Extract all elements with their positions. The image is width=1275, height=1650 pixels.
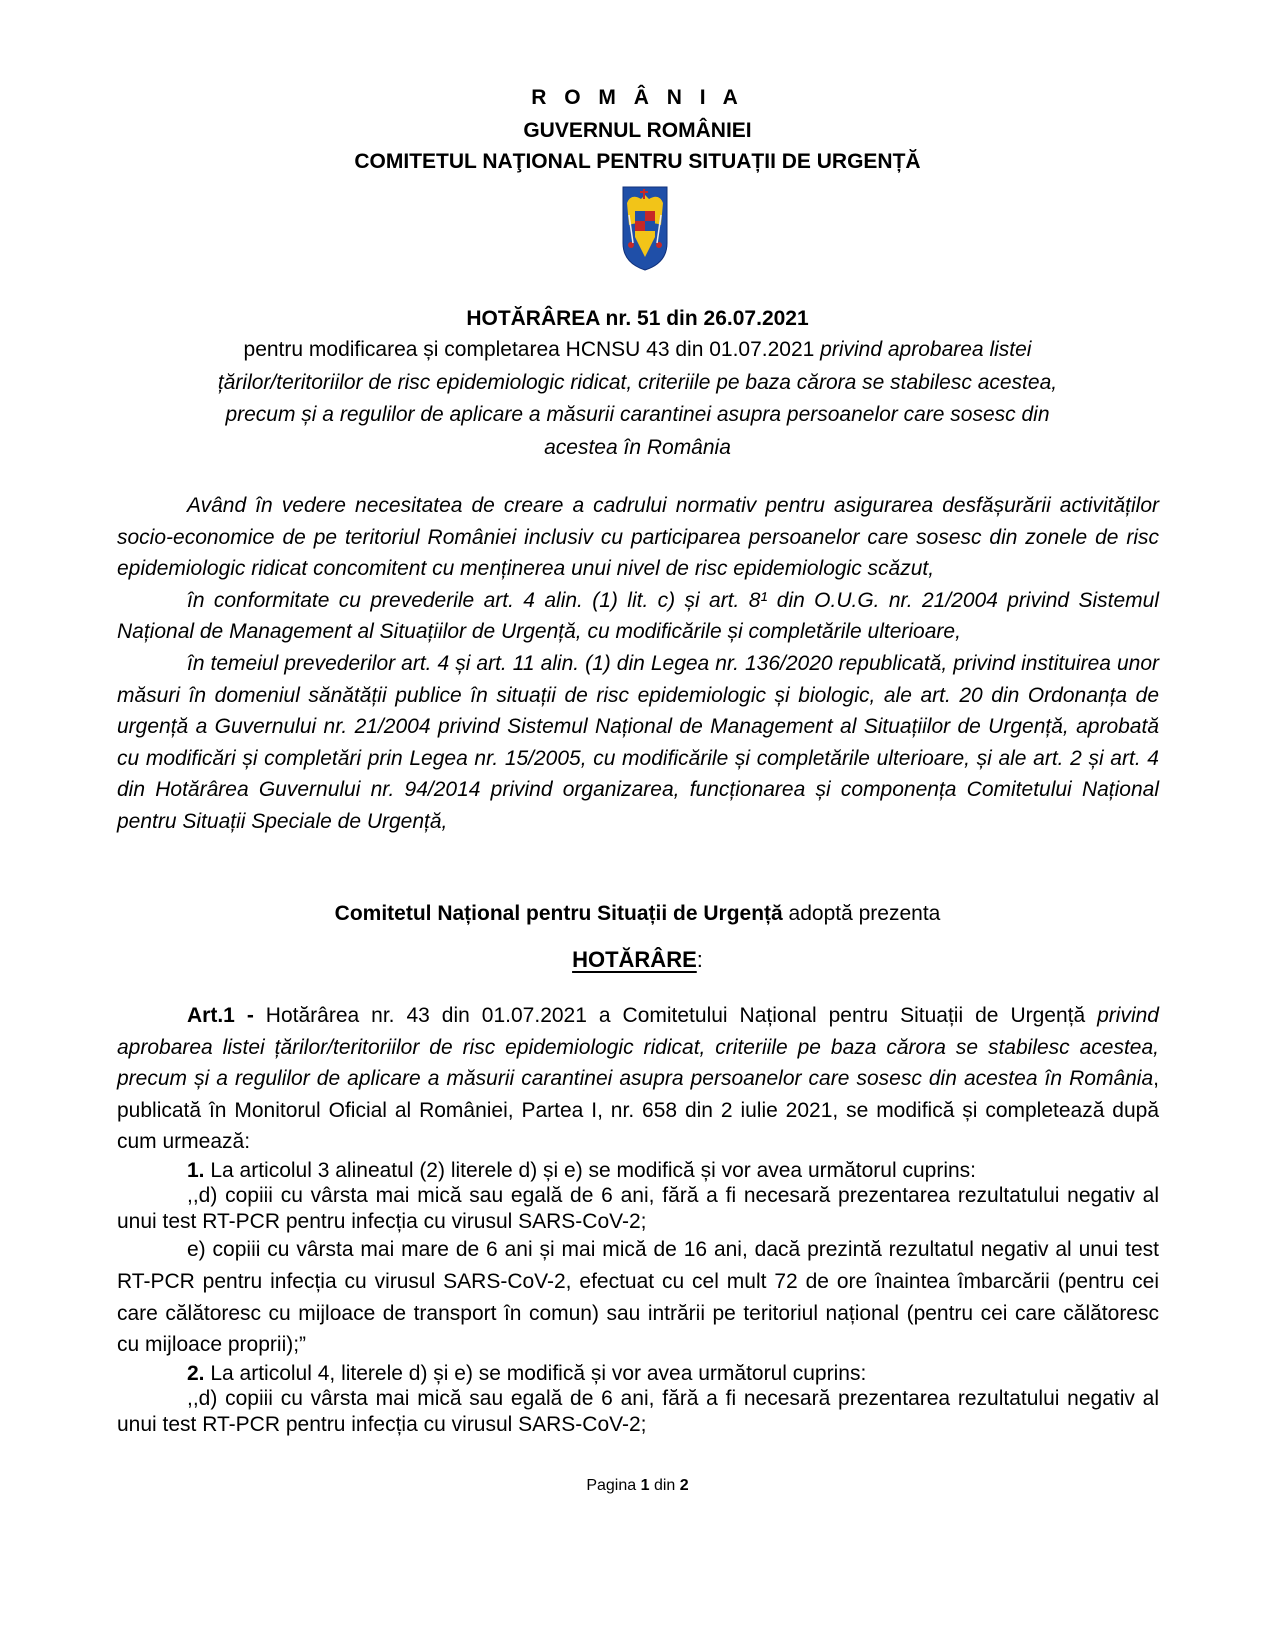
adoption-statement bbox=[0, 898, 1275, 929]
point-1 bbox=[117, 1158, 1159, 1184]
page-footer bbox=[0, 1475, 1275, 1497]
subtitle-plain: pentru modificarea și completarea HCNSU 43 din 01.07.2021 bbox=[243, 338, 821, 361]
decision-title: HOTĂRÂREA nr. 51 din 26.07.2021 bbox=[466, 307, 809, 330]
decision-heading-colon: : bbox=[696, 947, 703, 972]
point-1-item-d: ,,d) copiii cu vârsta mai mică sau egală de 6 ani, fără a fi necesară prezentarea rezultatului negativ al unui test RT-PCR pentru infecția cu virusul SARS-CoV-2; bbox=[117, 1184, 1159, 1233]
article-1 bbox=[117, 1000, 1159, 1437]
article-1-intro bbox=[117, 1000, 1159, 1158]
header-committee: COMITETUL NAŢIONAL PENTRU SITUAȚII DE URGENȚĂ bbox=[354, 150, 921, 173]
point-text: La articolul 3 alineatul (2) literele d) și e) se modifică și vor avea următorul cuprins: bbox=[204, 1158, 977, 1182]
header-government: GUVERNUL ROMÂNIEI bbox=[523, 119, 752, 142]
footer-current-page: 1 bbox=[640, 1477, 650, 1494]
romania-coat-of-arms-icon bbox=[621, 185, 669, 271]
decision-heading bbox=[0, 944, 1275, 976]
footer-prefix: Pagina bbox=[586, 1477, 641, 1494]
point-2 bbox=[117, 1361, 1159, 1387]
point-2-item-d: ,,d) copiii cu vârsta mai mică sau egală de 6 ani, fără a fi necesară prezentarea rezultatului negativ al unui test RT-PCR pentru infecția cu virusul SARS-CoV-2; bbox=[117, 1387, 1159, 1436]
article-label: Art.1 - bbox=[187, 1004, 266, 1027]
point-text: La articolul 4, literele d) și e) se modifică și vor avea următorul cuprins: bbox=[204, 1361, 867, 1385]
header-country: R O M Â N I A bbox=[531, 86, 744, 109]
decision-subtitle bbox=[190, 334, 1085, 464]
preamble-paragraph: în conformitate cu prevederile art. 4 alin. (1) lit. c) și art. 8¹ din O.U.G. nr. 21/2004 privind Sistemul Național de Management al Situațiilor de Urgență, cu modificările și completările ulterioare, bbox=[117, 588, 1159, 644]
article-intro-rest: , publicată în Monitorul Oficial al României, Partea I, nr. 658 din 2 iulie 2021, se modifică și completează după cum urmează: bbox=[117, 1067, 1159, 1154]
preamble-paragraph: Având în vedere necesitatea de creare a cadrului normativ pentru asigurarea desfășurării activităților socio-economice de pe teritoriul României inclusiv cu participarea persoanelor care sosesc din zonele de risc epidemiologic ridicat concomitent cu menținerea unui nivel de risc epidemiologic scăzut, bbox=[117, 494, 1159, 581]
adoption-rest: adoptă prezenta bbox=[782, 902, 941, 925]
subtitle-italic: privind aprobarea listei țărilor/teritoriilor de risc epidemiologic ridicat, criteriile pe baza cărora se stabilesc acestea, precum și a regulilor de aplicare a măsurii carantinei asupra persoanelor care sosesc din acestea în România bbox=[217, 338, 1058, 459]
article-intro-italic: privind aprobarea listei țărilor/teritoriilor de risc epidemiologic ridicat, criteriile pe baza cărora se stabilesc acestea, precum și a regulilor de aplicare a măsurii carantinei asupra persoanelor care sosesc din acestea în România bbox=[117, 1004, 1159, 1091]
adoption-committee: Comitetul Național pentru Situații de Urgență bbox=[334, 902, 783, 925]
footer-total-pages: 2 bbox=[679, 1477, 689, 1494]
point-number: 1. bbox=[187, 1158, 205, 1182]
point-number: 2. bbox=[187, 1361, 205, 1385]
decision-heading-text: HOTĂRÂRE bbox=[572, 947, 697, 972]
footer-middle: din bbox=[649, 1477, 680, 1494]
article-intro-plain: Hotărârea nr. 43 din 01.07.2021 a Comitetului Național pentru Situații de Urgență bbox=[265, 1004, 1098, 1027]
preamble bbox=[117, 490, 1159, 838]
point-1-item-e: e) copiii cu vârsta mai mare de 6 ani și mai mică de 16 ani, dacă prezintă rezultatul negativ al unui test RT-PCR pentru infecția cu virusul SARS-CoV-2, efectuat cu cel mult 72 de ore înaintea îmbarcării (pentru cei care călătoresc cu mijloace de transport în comun) sau intrării pe teritoriul național (pentru cei care călătoresc cu mijloace proprii);” bbox=[117, 1238, 1159, 1357]
preamble-paragraph: în temeiul prevederilor art. 4 și art. 11 alin. (1) din Legea nr. 136/2020 republicată, privind instituirea unor măsuri în domeniul sănătății publice în situații de risc epidemiologic și biologic, ale art. 20 din Ordonanța de urgență a Guvernului nr. 21/2004 privind Sistemul Național de Management al Situațiilor de Urgență, aprobată cu modificări și completări prin Legea nr. 15/2005, cu modificările și completările ulterioare, și ale art. 2 și art. 4 din Hotărârea Guvernului nr. 94/2014 privind organizarea, funcționarea și componența Comitetului Național pentru Situații Speciale de Urgență, bbox=[117, 651, 1159, 833]
